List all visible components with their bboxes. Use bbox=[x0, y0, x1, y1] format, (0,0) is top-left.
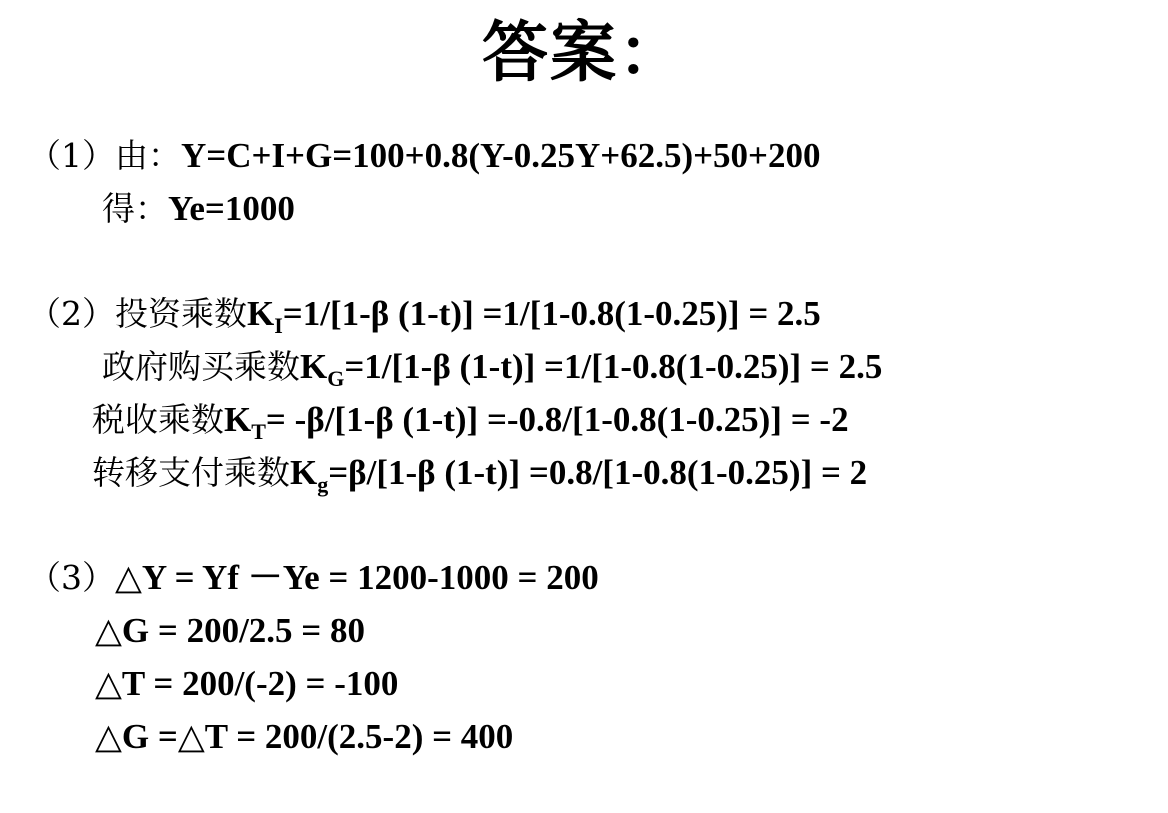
multiplier-subscript: g bbox=[317, 472, 329, 497]
government-change-line: △G = 200/2.5 = 80 bbox=[95, 611, 366, 650]
multiplier-symbol: K bbox=[224, 400, 252, 439]
part1-equation-line bbox=[28, 134, 821, 178]
government-multiplier-label: 政府购买乘数 bbox=[102, 347, 300, 386]
multiplier-symbol: K bbox=[290, 453, 318, 492]
government-multiplier-formula: =1/[1-β (1-t)] =1/[1-0.8(1-0.25)] = 2.5 bbox=[344, 347, 883, 386]
part3-prefix: （3） bbox=[28, 558, 115, 597]
tax-change-line: △T = 200/(-2) = -100 bbox=[95, 664, 399, 703]
part1-result-line bbox=[102, 187, 295, 231]
investment-multiplier-line bbox=[28, 292, 821, 336]
investment-multiplier-label: （2）投资乘数 bbox=[28, 294, 247, 333]
part3-output-gap-line bbox=[28, 556, 599, 600]
multiplier-subscript: I bbox=[274, 313, 283, 338]
multiplier-symbol: K bbox=[300, 347, 328, 386]
multiplier-subscript: G bbox=[327, 366, 345, 391]
tax-multiplier-line bbox=[92, 398, 849, 442]
part1-result-prefix: 得： bbox=[102, 189, 168, 228]
tax-multiplier-formula: = -β/[1-β (1-t)] =-0.8/[1-0.8(1-0.25)] = -2 bbox=[265, 400, 849, 439]
part1-prefix: （1）由： bbox=[28, 136, 181, 175]
part1-equation: Y=C+I+G=100+0.8(Y-0.25Y+62.5)+50+200 bbox=[181, 136, 821, 175]
transfer-multiplier-formula: =β/[1-β (1-t)] =0.8/[1-0.8(1-0.25)] = 2 bbox=[328, 453, 868, 492]
multiplier-subscript: T bbox=[251, 419, 266, 444]
output-gap-formula: △Y = Yf －Ye = 1200-1000 = 200 bbox=[115, 558, 599, 597]
transfer-multiplier-label: 转移支付乘数 bbox=[92, 453, 290, 492]
balanced-budget-change-line: △G =△T = 200/(2.5-2) = 400 bbox=[95, 717, 514, 756]
investment-multiplier-formula: =1/[1-β (1-t)] =1/[1-0.8(1-0.25)] = 2.5 bbox=[282, 294, 821, 333]
part1-result: Ye=1000 bbox=[168, 189, 295, 228]
transfer-multiplier-line bbox=[92, 451, 867, 495]
tax-multiplier-label: 税收乘数 bbox=[92, 400, 224, 439]
multiplier-symbol: K bbox=[247, 294, 275, 333]
page-title: 答案： bbox=[482, 14, 686, 91]
government-multiplier-line bbox=[102, 345, 882, 389]
